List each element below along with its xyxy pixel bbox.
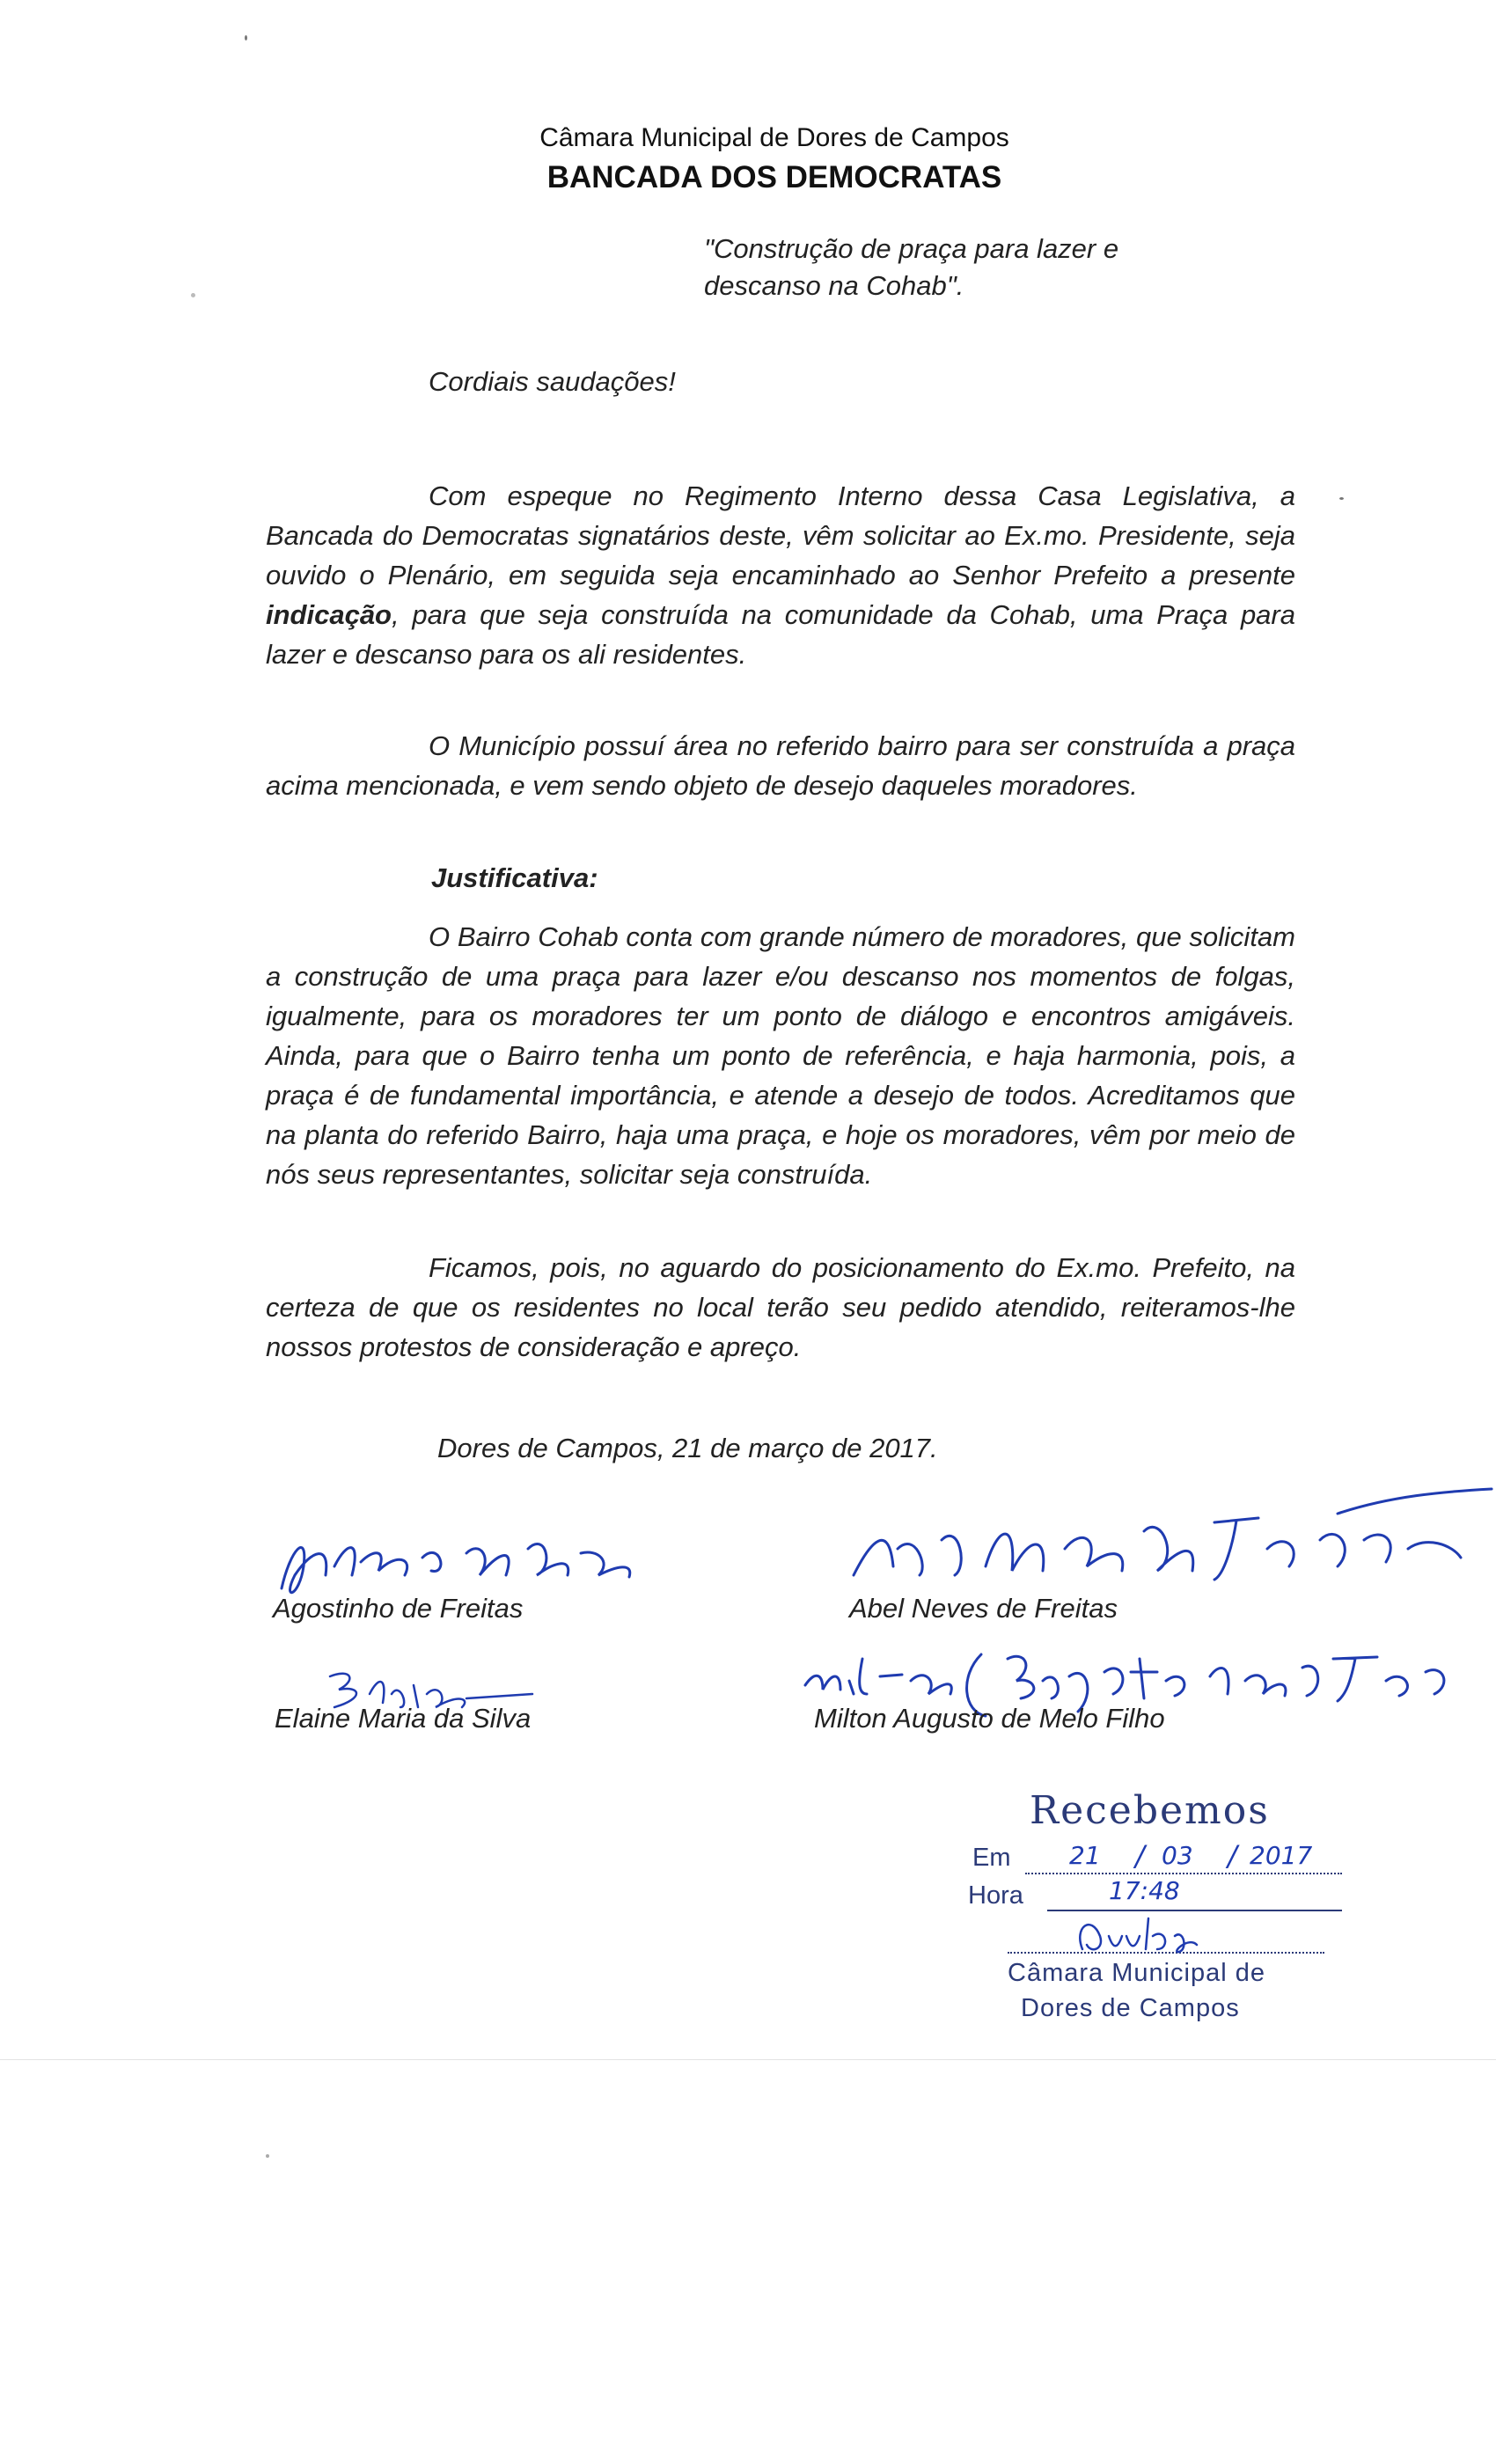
bancada-title: BANCADA DOS DEMOCRATAS xyxy=(546,160,1002,194)
document-date: Dores de Campos, 21 de março de 2017. xyxy=(437,1433,938,1463)
stamp-footer-line-2: Dores de Campos xyxy=(1021,1994,1240,2022)
subject-line-2: descanso na Cohab". xyxy=(704,270,964,301)
paragraph-request-part2: , para que seja construída na comunidade da Cohab, uma Praça para lazer e descanso para os ali residentes. xyxy=(266,599,1295,670)
signatory-name-4: Milton Augusto de Melo Filho xyxy=(814,1703,1165,1734)
justification-heading: Justificativa: xyxy=(431,862,598,893)
paragraph-request-bold: indicação xyxy=(266,599,392,630)
institution-name: Câmara Municipal de Dores de Campos xyxy=(539,123,1009,152)
stamp-footer-line-1: Câmara Municipal de xyxy=(1008,1959,1266,1987)
paragraph-municipality: O Município possuí área no referido bairro para ser construída a praça acima mencionada, e vem sendo objeto de desejo daqueles moradores. xyxy=(266,730,1295,801)
stamp-time-value: 17:48 xyxy=(1109,1876,1180,1905)
stamp-date-year: 2017 xyxy=(1250,1841,1313,1870)
stamp-title: Recebemos xyxy=(1030,1788,1270,1833)
stamp-date-sep-2: / xyxy=(1228,1839,1237,1873)
scan-speck xyxy=(245,35,247,40)
greeting: Cordiais saudações! xyxy=(429,366,676,397)
scan-speck xyxy=(1339,497,1344,500)
stamp-date-day: 21 xyxy=(1069,1841,1101,1870)
subject-line-1: "Construção de praça para lazer e xyxy=(704,233,1119,264)
scan-speck xyxy=(266,2154,269,2158)
stamp-date-line xyxy=(1025,1873,1342,1874)
signatory-name-3: Elaine Maria da Silva xyxy=(275,1703,532,1734)
signature-abel xyxy=(845,1487,1496,1602)
paragraph-justification: O Bairro Cohab conta com grande número de moradores, que solicitam a construção de uma praça para lazer e/ou descanso nos momentos de folgas, igualmente, para os moradores ter um ponto de diálogo e encontros amigáveis. Ainda, para que o Bairro tenha um ponto de referência, e haja harmonia, pois, a praça é de fundamental importância, e atende a desejo de todos. Acreditamos que na planta do referido Bairro, haja uma praça, e hoje os moradores, vêm por meio de nós seus representantes, solicitar seja construída. xyxy=(266,921,1295,1190)
paragraph-request-part1: Com espeque no Regimento Interno dessa Casa Legislativa, a Bancada do Democratas signatários deste, vêm solicitar ao Ex.mo. Presidente, seja ouvido o Plenário, em seguida seja encaminhado ao Senhor Prefeito a presente xyxy=(266,480,1295,590)
signatory-name-2: Abel Neves de Freitas xyxy=(849,1593,1118,1624)
paragraph-request xyxy=(266,476,1295,674)
subject-block xyxy=(704,231,1232,304)
paragraph-closing: Ficamos, pois, no aguardo do posicionamento do Ex.mo. Prefeito, na certeza de que os residentes no local terão seu pedido atendido, reiteramos-lhe nossos protestos de consideração e apreço. xyxy=(266,1252,1295,1362)
stamp-date-label: Em xyxy=(972,1844,1011,1872)
stamp-receiver-signature xyxy=(1065,1910,1223,1962)
scan-speck xyxy=(191,293,195,297)
signatory-name-1: Agostinho de Freitas xyxy=(273,1593,524,1624)
stamp-date-sep-1: / xyxy=(1135,1839,1145,1873)
scan-fold-line xyxy=(0,2059,1496,2060)
stamp-date-month: 03 xyxy=(1162,1841,1193,1870)
stamp-time-label: Hora xyxy=(968,1881,1023,1910)
